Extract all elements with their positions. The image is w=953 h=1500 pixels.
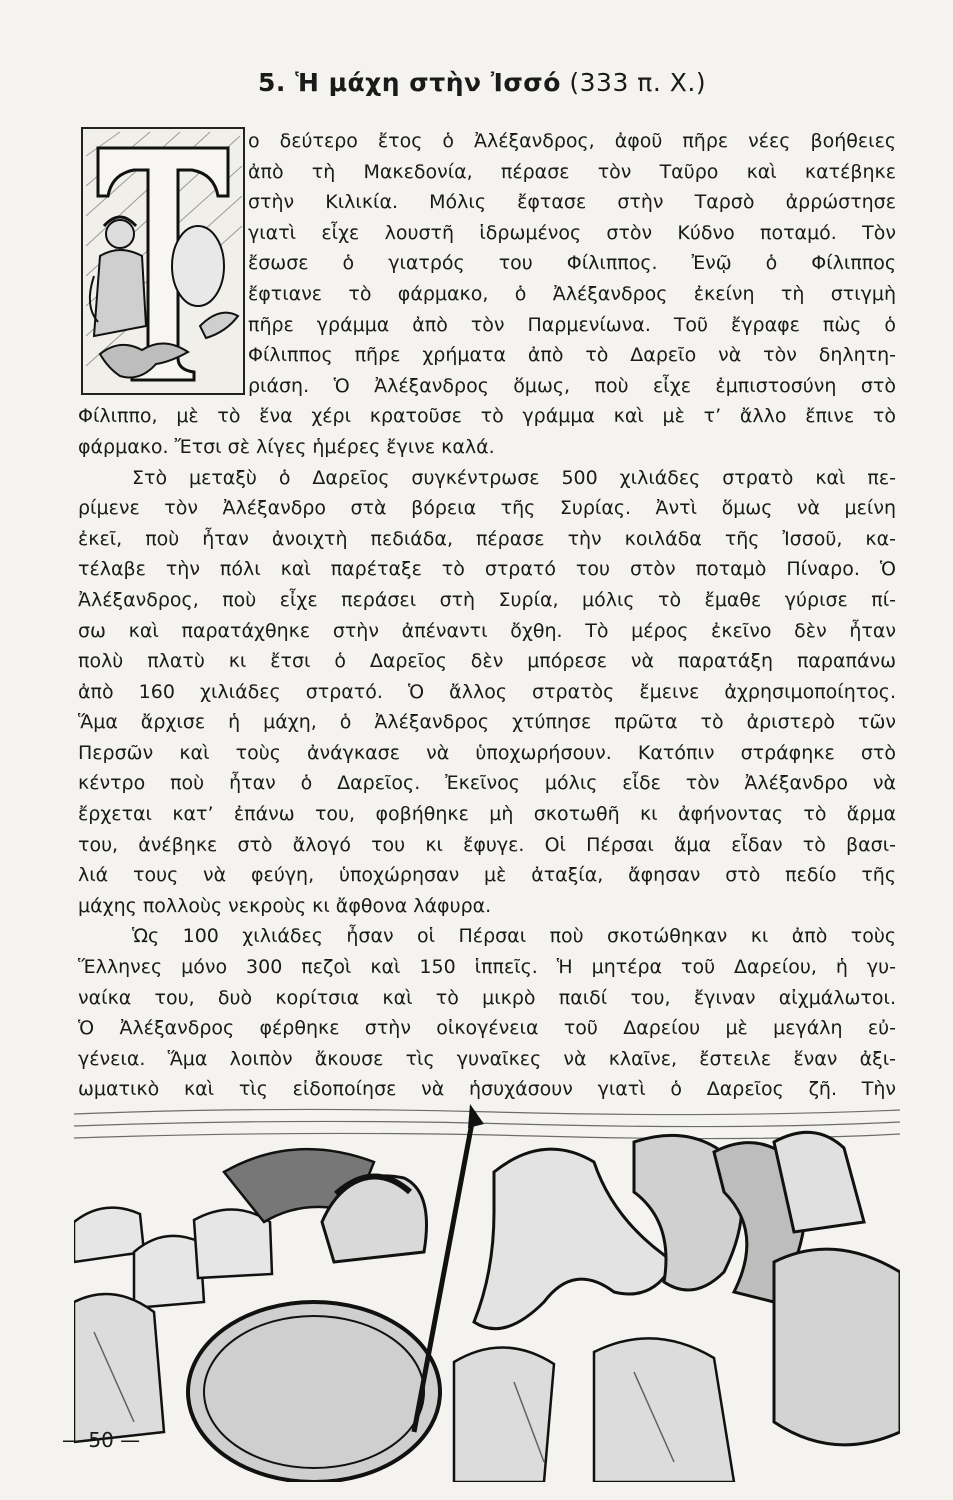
text-line: του, ἀνέβηκε στὸ ἄλογό του κι ἔφυγε. Οἱ Πέρσαι ἅμα εἶδαν τὸ βασι- xyxy=(78,833,896,856)
text-line: ριάση. Ὁ Ἀλέξανδρος ὅμως, ποὺ εἶχε ἐμπιστοσύνη στὸ xyxy=(248,374,896,397)
text-line: ναίκα του, δυὸ κορίτσια καὶ τὸ μικρὸ παιδί του, ἔγιναν αἰχμάλωτοι. xyxy=(78,986,896,1009)
text-line: Στὸ μεταξὺ ὁ Δαρεῖος συγκέντρωσε 500 χιλιάδες στρατὸ καὶ πε- xyxy=(132,466,896,489)
text-line: λιά τους νὰ φεύγη, ὑποχώρησαν μὲ ἀταξία, ἄφησαν στὸ πεδίο τῆς xyxy=(78,864,896,887)
text-line: σω καὶ παρατάχθηκε στὴν ἀπέναντι ὄχθη. Τὸ μέρος ἐκεῖνο δὲν ἦταν xyxy=(78,619,896,642)
text-line: Ὁ Ἀλέξανδρος φέρθηκε στὴν οἰκογένεια τοῦ Δαρείου μὲ μεγάλη εὐ- xyxy=(78,1017,896,1040)
text-line: φάρμακο. Ἔτσι σὲ λίγες ἡμέρες ἔγινε καλά. xyxy=(78,435,495,458)
battle-scene-illustration xyxy=(74,1102,900,1482)
text-line: ἔρχεται κατ’ ἐπάνω του, φοβήθηκε μὴ σκοτωθῆ κι ἀφήνοντας τὸ ἅρμα xyxy=(78,803,896,826)
text-line: ωματικὸ καὶ τὶς εἰδοποίησε νὰ ἡσυχάσουν γιατὶ ὁ Δαρεῖος ζῆ. Τὴν xyxy=(78,1078,896,1101)
text-line: κέντρο ποὺ ἦταν ὁ Δαρεῖος. Ἐκεῖνος μόλις εἶδε τὸν Ἀλέξανδρο νὰ xyxy=(78,772,896,795)
chapter-title-date: (333 π. Χ.) xyxy=(560,68,707,97)
text-line: Φίλιππο, μὲ τὸ ἕνα χέρι κρατοῦσε τὸ γράμμα καὶ μὲ τ’ ἄλλο ἔπινε τὸ xyxy=(78,405,896,428)
text-line: πολὺ πλατὺ κι ἔτσι ὁ Δαρεῖος δὲν μπόρεσε νὰ παρατάξη παραπάνω xyxy=(78,650,896,673)
text-line: ἐκεῖ, ποὺ ἦταν ἀνοιχτὴ πεδιάδα, πέρασε τὴν κοιλάδα τῆς Ἰσσοῦ, κα- xyxy=(78,527,896,550)
body-text xyxy=(78,126,896,1136)
text-line: πῆρε γράμμα ἀπὸ τὸν Παρμενίωνα. Τοῦ ἔγραφε πὼς ὁ xyxy=(248,313,896,336)
text-line: στὴν Κιλικία. Μόλις ἔφτασε στὴν Ταρσὸ ἀρρώστησε xyxy=(248,191,896,214)
text-line: Περσῶν καὶ τοὺς ἀνάγκασε νὰ ὑποχωρήσουν. Κατόπιν στράφηκε στὸ xyxy=(78,741,896,764)
chapter-title xyxy=(258,68,706,97)
text-line: τέλαβε τὴν πόλι καὶ παρέταξε τὸ στρατό του στὸν ποταμὸ Πίναρο. Ὁ xyxy=(78,558,896,581)
text-line: ἀπὸ 160 χιλιάδες στρατό. Ὁ ἄλλος στρατὸς ἔμεινε ἀχρησιμοποίητος. xyxy=(78,680,896,703)
text-line: ἀπὸ τὴ Μακεδονία, πέρασε τὸν Ταῦρο καὶ κατέβηκε xyxy=(248,160,896,183)
text-line: μάχης πολλοὺς νεκροὺς κι ἄφθονα λάφυρα. xyxy=(78,894,492,917)
chapter-title-text: 5. Ἡ μάχη στὴν Ἰσσό xyxy=(258,68,561,97)
text-line: γένεια. Ἅμα λοιπὸν ἄκουσε τὶς γυναῖκες νὰ κλαῖνε, ἔστειλε ἕναν ἀξι- xyxy=(78,1047,896,1070)
text-line: Ἅμα ἄρχισε ἡ μάχη, ὁ Ἀλέξανδρος χτύπησε πρῶτα τὸ ἀριστερὸ τῶν xyxy=(78,711,896,734)
text-line: ἔσωσε ὁ γιατρός του Φίλιππος. Ἐνῷ ὁ Φίλιππος xyxy=(248,252,896,275)
text-line: γιατὶ εἶχε λουστῆ ἱδρωμένος στὸν Κύδνο ποταμό. Τὸν xyxy=(248,221,896,244)
text-line: ἔφτιανε τὸ φάρμακο, ὁ Ἀλέξανδρος ἐκείνη τὴ στιγμὴ xyxy=(248,282,896,305)
page-number: — 50 — xyxy=(62,1428,141,1452)
text-line: Ἀλέξανδρος, ποὺ εἶχε περάσει στὴ Συρία, μόλις τὸ ἔμαθε γύρισε πί- xyxy=(78,588,896,611)
text-line: ο δεύτερο ἔτος ὁ Ἀλέξανδρος, ἀφοῦ πῆρε νέες βοήθειες xyxy=(248,130,896,152)
text-line: Ἕλληνες μόνο 300 πεζοὶ καὶ 150 ἱππεῖς. Ἡ μητέρα τοῦ Δαρείου, ἡ γυ- xyxy=(78,956,896,979)
text-line: ρίμενε τὸν Ἀλέξανδρο στὰ βόρεια τῆς Συρίας. Ἀντὶ ὅμως νὰ μείνη xyxy=(78,497,896,520)
text-line: Ὡς 100 χιλιάδες ἦσαν οἱ Πέρσαι ποὺ σκοτώθηκαν κι ἀπὸ τοὺς xyxy=(132,925,896,948)
text-line: Φίλιππος πῆρε χρήματα ἀπὸ τὸ Δαρεῖο νὰ τὸν δηλητη- xyxy=(248,344,896,367)
